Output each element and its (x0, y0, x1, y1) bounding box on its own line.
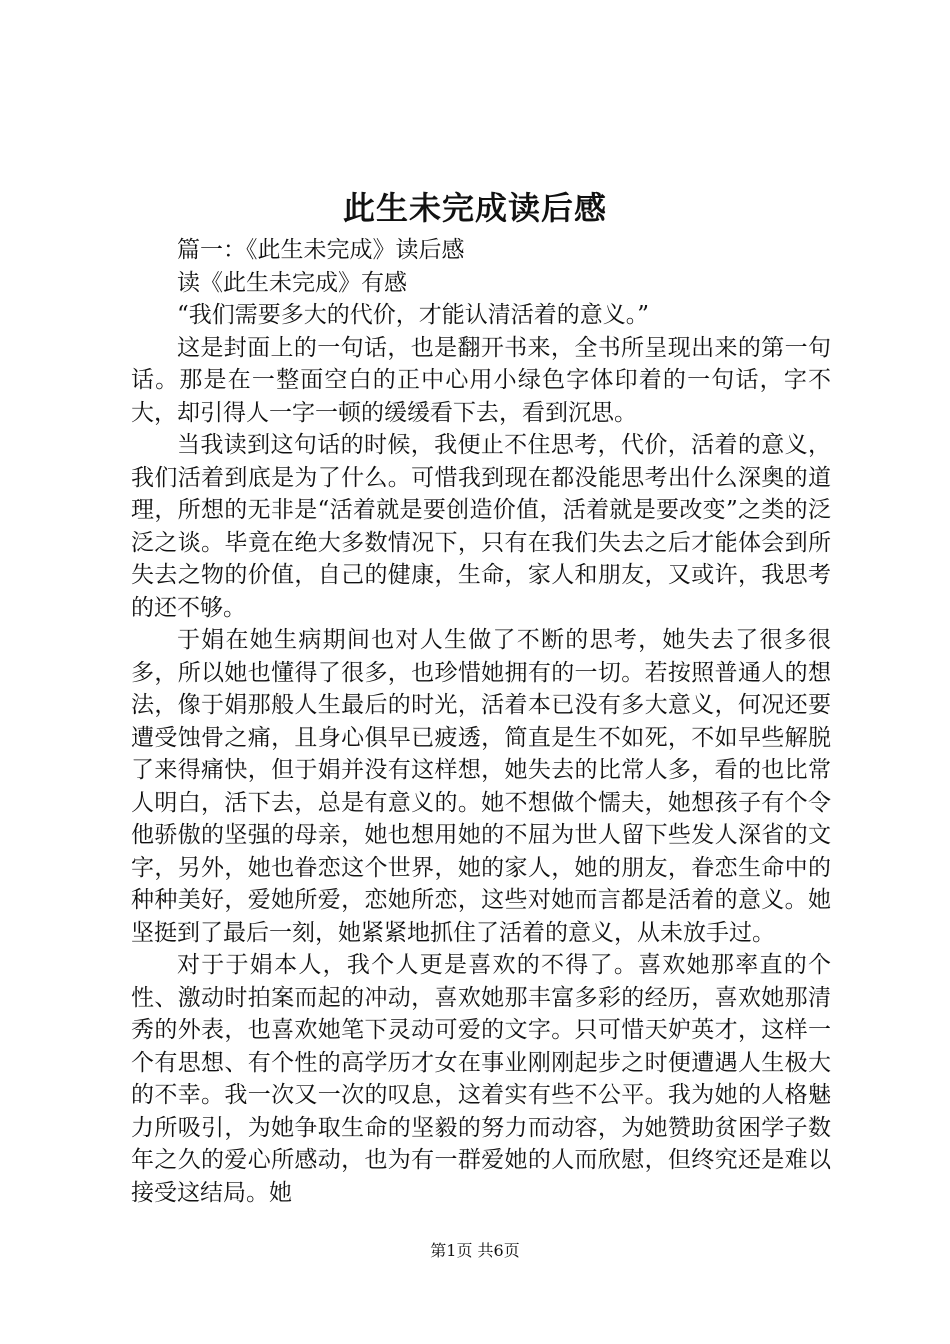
subtitle: 读《此生未完成》有感 (177, 269, 407, 296)
body-paragraph: 这是封面上的一句话，也是翻开书来，全书所呈现出来的第一句话。那是在一整面空白的正中心用小绿色字体印着的一句话，字不大，却引得人一字一顿的缓缓看下去，看到沉思。 (131, 334, 831, 426)
quote-paragraph: “我们需要多大的代价，才能认清活着的意义。” (177, 302, 650, 328)
document-title: 此生未完成读后感 (342, 189, 607, 227)
section-heading: 篇一：《此生未完成》读后感 (177, 237, 465, 263)
page-footer: 第1页 共6页 (430, 1241, 520, 1260)
body-paragraph: 当我读到这句话的时候，我便止不住思考，代价，活着的意义，我们活着到底是为了什么。可惜我到现在都没能思考出什么深奥的道理，所想的无非是“活着就是要创造价值，活着就是要改变”之类的泛泛之谈。毕竟在绝大多数情况下，只有在我们失去之后才能体会到所失去之物的价值，自己的健康，生命，家人和朋友，又或许，我思考的还不够。 (131, 432, 831, 621)
body-paragraph: 于娟在她生病期间也对人生做了不断的思考，她失去了很多很多，所以她也懂得了很多，也珍惜她拥有的一切。若按照普通人的想法，像于娟那般人生最后的时光，活着本已没有多大意义，何况还要遭受蚀骨之痛，且身心俱早已疲透，简直是生不如死，不如早些解脱了来得痛快，但于娟并没有这样想，她失去的比常人多，看的也比常人明白，活下去，总是有意义的。她不想做个懦夫，她想孩子有个令他骄傲的坚强的母亲，她也想用她的不屈为世人留下些发人深省的文字，另外，她也眷恋这个世界，她的家人，她的朋友，眷恋生命中的种种美好，爱她所爱，恋她所恋，这些对她而言都是活着的意义。她坚挺到了最后一刻，她紧紧地抓住了活着的意义，从未放手过。 (131, 627, 831, 946)
body-paragraph: 对于于娟本人，我个人更是喜欢的不得了。喜欢她那率直的个性、激动时拍案而起的冲动，喜欢她那丰富多彩的经历，喜欢她那清秀的外表，也喜欢她笔下灵动可爱的文字。只可惜天妒英才，这样一个有思想、有个性的高学历才女在事业刚刚起步之时便遭遇人生极大的不幸。我一次又一次的叹息，这着实有些不公平。我为她的人格魅力所吸引，为她争取生命的坚毅的努力而动容，为她赞助贫困学子数年之久的爱心所感动，也为有一群爱她的人而欣慰，但终究还是难以接受这结局。她 (131, 952, 831, 1206)
document-body (131, 234, 831, 1209)
